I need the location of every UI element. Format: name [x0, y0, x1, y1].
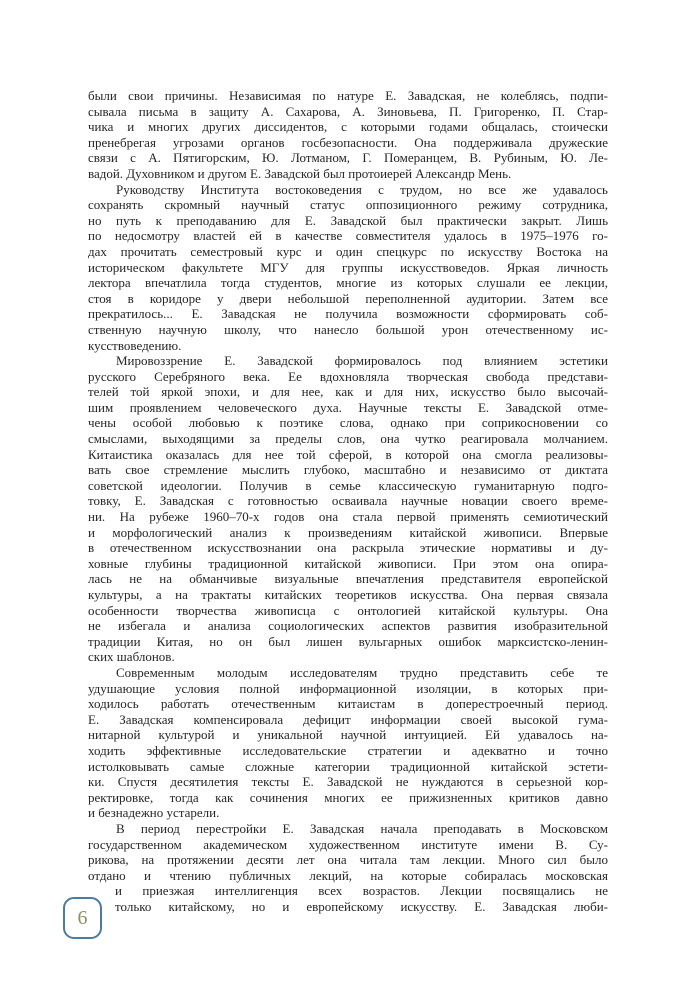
text-line: пренебрегая угрозами органов госбезопасности. Она поддерживала дружеские — [88, 134, 608, 150]
text-line: шим проявлением человеческого духа. Научные тексты Е. Завадской отме- — [88, 399, 608, 415]
text-line: ки. Спустя десятилетия тексты Е. Завадской не нуждаются в серьезной кор- — [88, 774, 608, 790]
text-line: культуры, а на трактаты китайских теоретиков искусства. Она первая связала — [88, 587, 608, 602]
text-line: были свои причины. Независимая по натуре Е. Завадская, не колеблясь, подпи- — [88, 88, 608, 103]
text-line: только китайскому, но и европейскому искусству. Е. Завадская люби- — [115, 898, 608, 914]
text-line: истолковывать самые сложные категории традиционной китайской эстети- — [88, 758, 608, 774]
text-line: связи с А. Пятигорским, Ю. Лотманом, Г. Померанцем, В. Рубиным, Ю. Ле- — [88, 150, 608, 166]
text-line: отдано и чтению публичных лекций, на которые собиралась московская — [88, 867, 608, 883]
text-line: ходить эффективные исследовательские стратегии и адекватно и точно — [88, 742, 608, 758]
text-line: кусствоведению. — [88, 337, 182, 353]
text-line: Мировоззрение Е. Завадской формировалось под влиянием эстетики — [116, 353, 608, 369]
text-line: историческом факультете МГУ для группы искусствоведов. Яркая личность — [88, 259, 608, 275]
text-line: В период перестройки Е. Завадская начала преподавать в Московском — [116, 820, 608, 836]
text-line: смыслами, выходящими за пределы слов, она чутко реагировала молчанием. — [88, 431, 608, 447]
page-number-box — [63, 897, 102, 939]
text-line: телей той яркой эпохи, и для нее, как и для них, искусство было высочай- — [88, 384, 608, 400]
text-line: вать свое стремление мыслить глубоко, масштабно и независимо от диктата — [88, 462, 608, 478]
text-line: стоя в коридоре у двери небольшой переполненной аудитории. Затем все — [88, 290, 608, 306]
text-line: ственную научную школу, что нанесло большой урон отечественному ис- — [88, 321, 608, 337]
paragraph — [88, 821, 608, 915]
text-line: нитарной культурой и уникальной научной интуицией. Ей удавалось на- — [88, 727, 608, 743]
text-line: товку, Е. Завадская с готовностью осваивала научные новации своего време- — [88, 493, 608, 509]
text-line: Руководству Института востоковедения с трудом, но все же удавалось — [116, 181, 608, 197]
text-line: удушающие условия полной информационной изоляции, в которых при- — [88, 680, 608, 696]
text-line: прекратилось... Е. Завадская не получила возможности сформировать соб- — [88, 306, 608, 322]
page-number: 6 — [77, 906, 88, 929]
text-line: и морфологический анализ к произведениям китайской живописи. Впервые — [88, 524, 608, 540]
text-line: по недосмотру властей ей в качестве совместителя удалось в 1975–1976 го- — [88, 228, 608, 244]
text-line: чены особой любовью к поэтике слова, однако при соприкосновении со — [88, 415, 608, 431]
text-line: и безнадежно устарели. — [88, 805, 220, 821]
paragraph — [88, 665, 608, 821]
paragraph — [88, 88, 608, 182]
text-line: рикова, на протяжении десяти лет она читала там лекции. Много сил было — [88, 852, 608, 868]
text-line: Е. Завадская компенсировала дефицит информации своей высокой гума- — [88, 711, 608, 727]
text-line: особенности творчества живописца с онтологией китайской культуры. Она — [88, 602, 608, 618]
text-line: ских шаблонов. — [88, 649, 175, 665]
text-line: ни. На рубеже 1960–70-х годов она стала первой применять семиотический — [88, 509, 608, 525]
text-line: чика и многих других диссидентов, с которыми годами общалась, стоически — [88, 119, 608, 135]
text-line: сывала письма в защиту А. Сахарова, А. Зиновьева, П. Григоренко, П. Стар- — [88, 103, 608, 119]
text-line: вадой. Духовником и другом Е. Завадской был протоиерей Александр Мень. — [88, 165, 512, 181]
text-line: но путь к преподаванию для Е. Завадской был практически закрыт. Лишь — [88, 212, 608, 228]
text-line: русского Серебряного века. Ее вдохновляла творческая свобода представи- — [88, 368, 608, 384]
text-line: ректировке, тогда как сочинения многих ее прижизненных критиков давно — [88, 789, 608, 805]
text-line: ховные глубины традиционной китайской живописи. При этом она опира- — [88, 555, 608, 571]
text-block — [88, 88, 608, 914]
text-line: дах прочитать семестровый курс и один спецкурс по искусству Востока на — [88, 243, 608, 259]
text-line: сохранять скромный научный статус оппозиционного режиму сотрудника, — [88, 197, 608, 213]
text-line: советской идеологии. Получив в семье классическую гуманитарную подго- — [88, 477, 608, 493]
text-line: лась не на обманчивые визуальные впечатления представителя европейской — [88, 571, 608, 587]
text-line: государственном академическом художественном институте имени В. Су- — [88, 836, 608, 852]
text-line: в отечественном искусствознании она раскрыла этические нормативы и ду- — [88, 540, 608, 556]
text-line: ходилось работать отечественным китаистам в доперестроечный период. — [88, 696, 608, 712]
text-line: традиции Китая, но он был лишен вульгарных ошибок марксистско-ленин- — [88, 633, 608, 649]
text-line: лектора впечатлила тогда студентов, многие из которых слушали ее лекции, — [88, 275, 608, 291]
text-line: Современным молодым исследователям трудно представить себе те — [116, 664, 608, 680]
paragraph — [88, 182, 608, 354]
text-line: и приезжая интеллигенция всех возрастов. Лекции посвящались не — [115, 883, 608, 899]
text-line: не избегала и анализа социологических аспектов развития изобразительной — [88, 618, 608, 634]
paragraph — [88, 353, 608, 665]
text-line: Китаистика оказалась для нее той сферой, в которой она смогла реализовы- — [88, 446, 608, 462]
